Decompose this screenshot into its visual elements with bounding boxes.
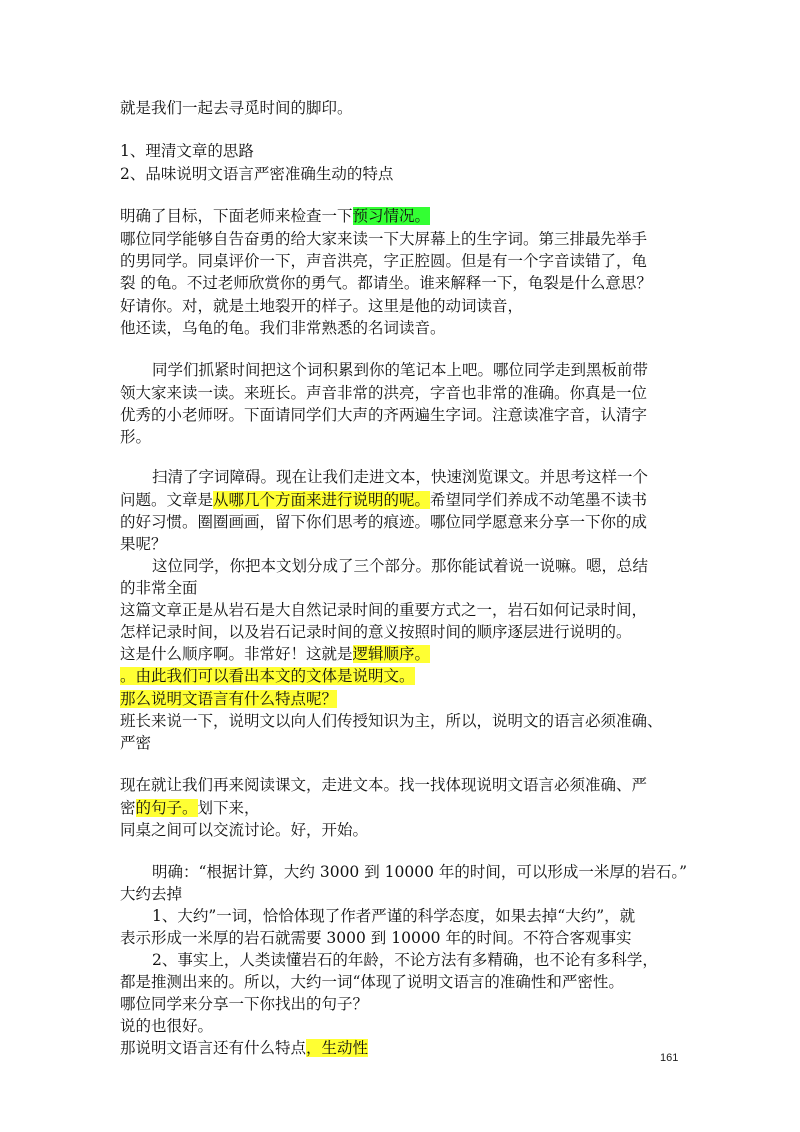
text-run: 这是什么顺序啊。非常好！这就是 (120, 645, 353, 663)
text-line: 同桌之间可以交流讨论。好，开始。 (120, 821, 369, 839)
text-line: 班长来说一下，说明文以向人们传授知识为主，所以，说明文的语言必须准确、 (120, 712, 663, 730)
text-line: 这位同学，你把本文划分成了三个部分。那你能试着说一说嘛。嗯，总结 (152, 557, 649, 575)
text-line: 好请你。对，就是土地裂开的样子。这里是他的动词读音， (120, 297, 524, 315)
text-line: 严密 (120, 734, 152, 752)
text-line: 表示形成一米厚的岩石就需要 3000 到 10000 年的时间。不符合客观事实 (120, 929, 632, 947)
text-line: 果呢？ (120, 535, 167, 553)
text-line: 说的也很好。 (120, 1017, 214, 1035)
text-line (120, 665, 415, 687)
text-line: 扫清了字词障碍。现在让我们走进文本，快速浏览课文。并思考这样一个 (152, 468, 649, 486)
text-line (120, 489, 647, 511)
text-run: 明确了目标，下面老师来检查一下 (120, 207, 353, 225)
text-line: 形。 (120, 428, 152, 446)
text-line: 优秀的小老师呀。下面请同学们大声的齐两遍生字词。注意读准字音，认清字 (120, 406, 648, 424)
text-line: 哪位同学来分享一下你找出的句子？ (120, 995, 369, 1013)
text-run: 密 (120, 799, 136, 817)
highlighted-text: 。由此我们可以看出本文的文体是说明文。 (120, 667, 415, 685)
text-line: 都是推测出来的。所以，大约一词“体现了说明文语言的准确性和严密性。 (120, 973, 624, 991)
page-number: 161 (660, 1052, 679, 1064)
highlighted-text: 的句子。 (135, 799, 198, 817)
text-line (120, 643, 430, 665)
text-line: 的非常全面 (120, 579, 198, 597)
text-line: 2、品味说明文语言严密准确生动的特点 (120, 165, 394, 183)
text-line (120, 688, 337, 710)
text-run: 希望同学们养成不动笔墨不读书 (430, 491, 648, 509)
text-line: 2、事实上，人类读懂岩石的年龄，不论方法有多精确，也不论有多科学， (152, 951, 658, 969)
highlighted-text: 从哪几个方面来进行说明的呢。 (213, 491, 431, 509)
text-line: 明确：“根据计算，大约 3000 到 10000 年的时间，可以形成一米厚的岩石。” (152, 863, 688, 881)
text-line: 裂 的龟。不过老师欣赏你的勇气。都请坐。谁来解释一下，龟裂是什么意思？ (120, 274, 652, 292)
highlighted-text: 那么说明文语言有什么特点呢？ (120, 690, 338, 708)
highlighted-text: 逻辑顺序。 (352, 645, 431, 663)
text-line: 1、理清文章的思路 (120, 142, 254, 160)
highlighted-text: ，生动性 (306, 1039, 369, 1057)
text-line: 大约去掉 (120, 885, 183, 903)
text-line: 哪位同学能够自告奋勇的给大家来读一下大屏幕上的生字词。第三排最先举手 (120, 230, 648, 248)
text-line: 1、大约”一词，恰恰体现了作者严谨的科学态度，如果去掉“大约”，就 (152, 907, 636, 925)
text-line: 同学们抓紧时间把这个词积累到你的笔记本上吧。哪位同学走到黑板前带 (152, 361, 649, 379)
text-line (120, 1037, 368, 1059)
text-line: 现在就让我们再来阅读课文，走进文本。找一找体现说明文语言必须准确、严 (120, 776, 648, 794)
text-line: 领大家来读一读。来班长。声音非常的洪亮，字音也非常的准确。你真是一位 (120, 384, 648, 402)
text-line: 的男同学。同桌评价一下，声音洪亮，字正腔圆。但是有一个字音读错了，龟 (120, 252, 648, 270)
text-run: 那说明文语言还有什么特点 (120, 1039, 307, 1057)
text-line: 他还读，乌龟的龟。我们非常熟悉的名词读音。 (120, 319, 446, 337)
highlighted-text: 预习情况。 (352, 207, 431, 225)
text-line: 这篇文章正是从岩石是大自然记录时间的重要方式之一，岩石如何记录时间， (120, 601, 648, 619)
text-line (120, 797, 260, 819)
text-run: 划下来， (197, 799, 260, 817)
text-line: 的好习惯。圈圈画画，留下你们思考的痕迹。哪位同学愿意来分享一下你的成 (120, 513, 648, 531)
text-line: 就是我们一起去寻觅时间的脚印。 (120, 99, 353, 117)
text-line (120, 205, 430, 227)
text-run: 问题。文章是 (120, 491, 214, 509)
text-line: 怎样记录时间，以及岩石记录时间的意义按照时间的顺序逐层进行说明的。 (120, 623, 632, 641)
